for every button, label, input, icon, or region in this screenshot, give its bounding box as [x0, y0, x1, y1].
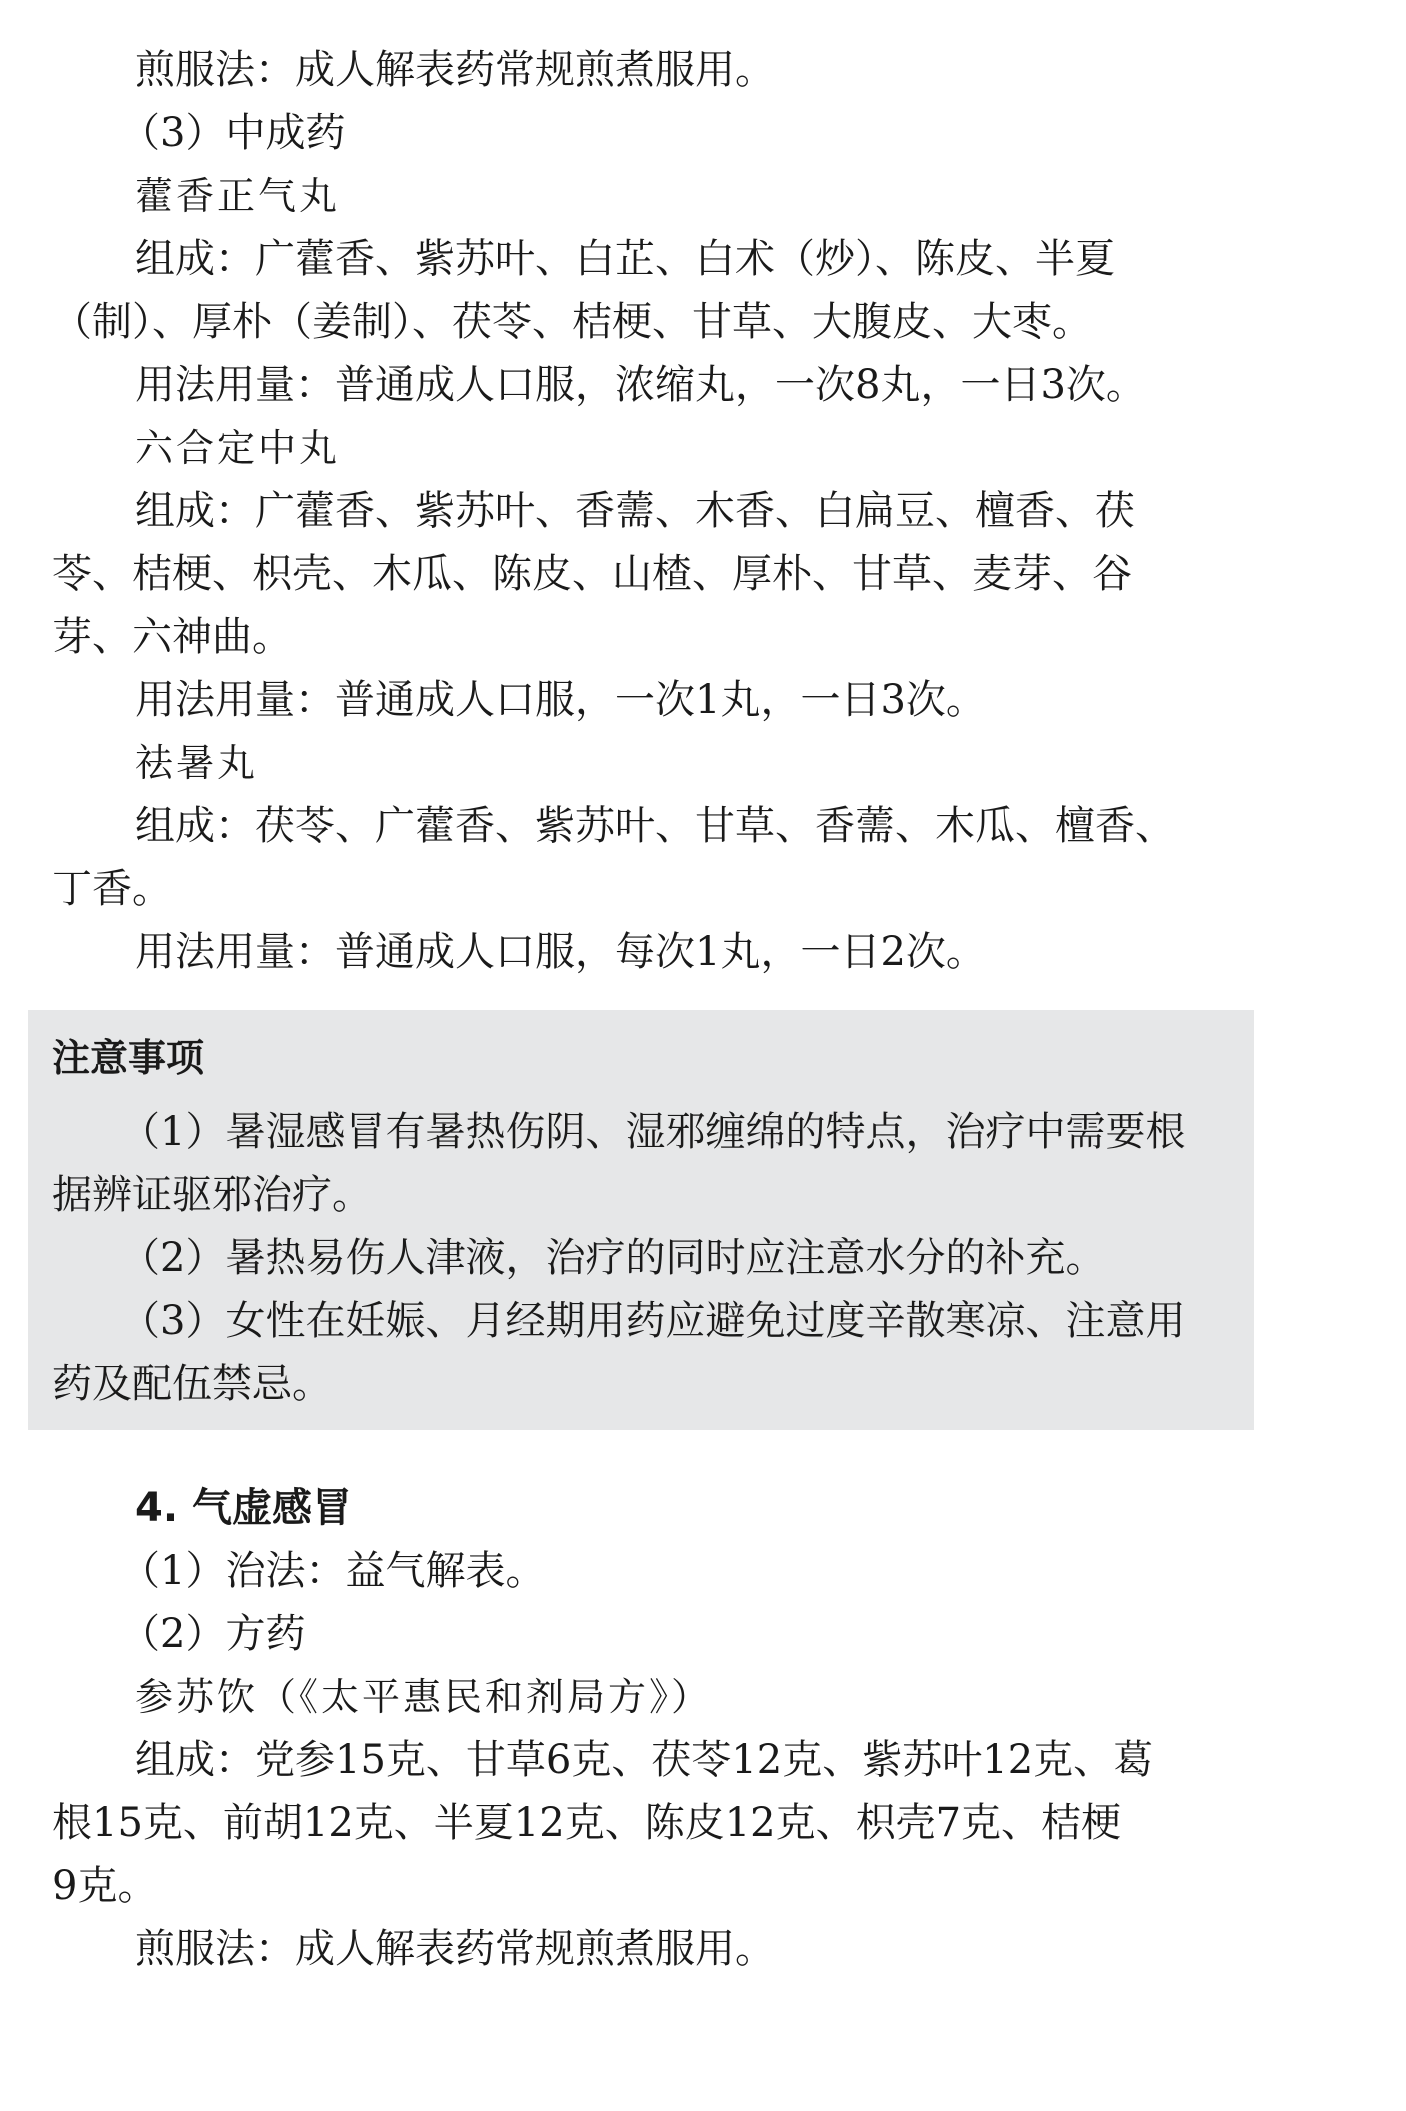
dosage-line: 用法用量：普通成人口服，一次1丸，一日3次。	[135, 677, 986, 723]
composition-line-cont: 根15克、前胡12克、半夏12克、陈皮12克、枳壳7克、桔梗	[52, 1800, 1122, 1846]
notice-item-1-cont: 据辨证驱邪治疗。	[52, 1172, 372, 1218]
decoction-method-line: 煎服法：成人解表药常规煎煮服用。	[135, 1926, 775, 1972]
composition-line-cont: 苓、桔梗、枳壳、木瓜、陈皮、山楂、厚朴、甘草、麦芽、谷	[52, 551, 1132, 597]
composition-line: 组成：茯苓、广藿香、紫苏叶、甘草、香薷、木瓜、檀香、	[135, 803, 1175, 849]
prescription-heading: （2）方药	[120, 1611, 306, 1657]
dosage-line: 用法用量：普通成人口服，每次1丸，一日2次。	[135, 929, 986, 975]
decoction-method-line: 煎服法：成人解表药常规煎煮服用。	[135, 47, 775, 93]
notice-item-2: （2）暑热易伤人津液，治疗的同时应注意水分的补充。	[120, 1235, 1106, 1281]
composition-line: 组成：广藿香、紫苏叶、香薷、木香、白扁豆、檀香、茯	[135, 488, 1135, 534]
subsection-patent-medicine: （3）中成药	[120, 110, 346, 156]
notice-item-1: （1）暑湿感冒有暑热伤阴、湿邪缠绵的特点，治疗中需要根	[120, 1109, 1186, 1155]
composition-line-cont: 丁香。	[52, 866, 172, 912]
medicine-name-qushu: 祛暑丸	[135, 741, 259, 785]
composition-line: 组成：党参15克、甘草6克、茯苓12克、紫苏叶12克、葛	[135, 1737, 1154, 1783]
treatment-method: （1）治法：益气解表。	[120, 1548, 546, 1594]
composition-line: 组成：广藿香、紫苏叶、白芷、白术（炒）、陈皮、半夏	[135, 236, 1115, 282]
composition-line-cont: 芽、六神曲。	[52, 614, 292, 660]
notice-title: 注意事项	[52, 1036, 205, 1080]
notice-item-3-cont: 药及配伍禁忌。	[52, 1361, 332, 1407]
medicine-name-liuhe: 六合定中丸	[135, 426, 341, 470]
medicine-name-huoxiang: 藿香正气丸	[135, 174, 341, 218]
dosage-line: 用法用量：普通成人口服，浓缩丸，一次8丸，一日3次。	[135, 362, 1146, 408]
composition-line-cont: （制）、厚朴（姜制）、茯苓、桔梗、甘草、大腹皮、大枣。	[52, 299, 1092, 345]
prescription-name: 参苏饮（《太平惠民和剂局方》）	[135, 1675, 713, 1719]
composition-line-cont: 9克。	[52, 1863, 158, 1909]
section-heading: 4. 气虚感冒	[135, 1485, 352, 1531]
notice-item-3: （3）女性在妊娠、月经期用药应避免过度辛散寒凉、注意用	[120, 1298, 1186, 1344]
